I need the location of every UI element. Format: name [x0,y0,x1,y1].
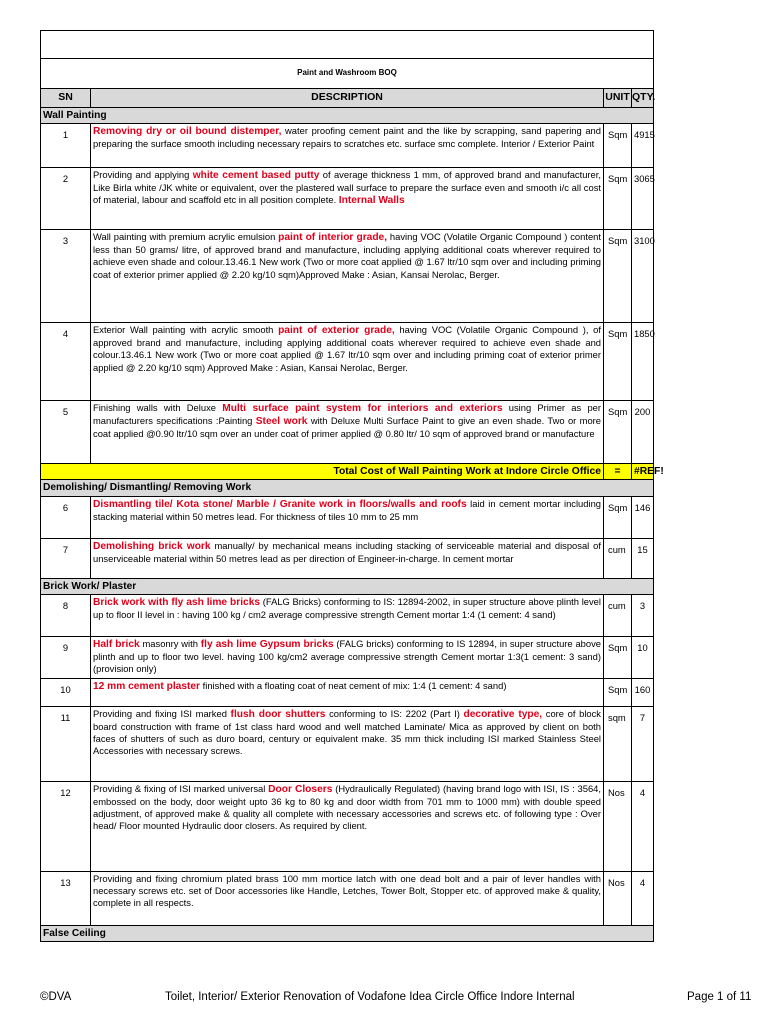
description-text: finished with a floating coat of neat cement of mix: 1:4 (1 cement: 4 sand) [200,679,507,691]
description-text: water proofing cement paint and the like by scrapping, sand papering and preparing the surface smooth including necessary repairs to scratches etc. surface smc complete. Interior / Exterior Paint [93,124,601,150]
row-sn: 7 [41,538,91,578]
row-sn: 8 [41,594,91,636]
highlighted-text: Door Closers [268,783,333,795]
row-unit: Nos [604,781,632,871]
boq-sheet [40,30,664,942]
header-row [41,89,654,108]
brick-work-items [41,594,654,925]
row-description [91,678,604,706]
row-description [91,167,604,229]
row-qty: 1850 [632,322,654,400]
row-unit: Sqm [604,167,632,229]
highlighted-text: white cement based putty [192,169,320,181]
row-unit: Sqm [604,496,632,538]
description-text: Finishing walls with Deluxe [93,401,223,413]
row-sn: 1 [41,123,91,167]
description-text: core of block board construction with frame of 1st class hard wood and well matched Laminate/ Mica as approved by client on both faces of shutters of such as duro board, century or equivalent make. 35 mm thick including ISI marked Stainless Steel Accessories with necessary screws. [93,707,601,757]
table-row [41,538,654,578]
row-qty: 15 [632,538,654,578]
description-text: Providing and fixing chromium plated brass 100 mm mortice latch with one dead bolt and a pair of lever handles with necessary screws etc. set of Door accessories like Handle, Letches, Tower Bolt, Stopper etc. of approved make & quality, complete in all respects. [93,872,601,909]
header-sn: SN [41,89,91,108]
highlighted-text: decorative type, [463,708,543,720]
highlighted-text: Internal Walls [338,195,405,207]
blank-top-row [41,31,654,59]
section-label: Wall Painting [41,107,654,123]
description-text: having VOC (Volatile Organic Compound ), of approved brand and manufacture, including applying additional coats wherever required to achieve even shade and colour.13.46.1 New work (Two or more coat applied @ 1.67 ltr/10 sqm over and including priming coat of exterior primer applied @ 2.20 kg/10 sqm) Approved Make : Asian, Kansai Nerolac, Berger. [93,323,601,373]
row-sn: 5 [41,400,91,463]
row-qty: 4 [632,781,654,871]
table-row [41,706,654,781]
highlighted-text: flush door shutters [230,708,326,720]
table-row [41,636,654,678]
description-text: (FALG Bricks) conforming to IS: 12894-2002, in super structure above plinth level up to floor II level in : having 100 kg / cm2 average compressive strength Cement mortar 1:4 (1 cement: 4 sand) [93,595,601,621]
row-sn: 4 [41,322,91,400]
row-qty: 4 [632,871,654,925]
demolishing-items [41,496,654,578]
footer-page-number: Page 1 of 11 [687,991,752,1003]
document-title: Paint and Washroom BOQ [41,59,654,89]
table-row [41,781,654,871]
description-text: masonry with [139,637,201,649]
table-row [41,123,654,167]
row-sn: 6 [41,496,91,538]
row-qty: 10 [632,636,654,678]
row-qty: 3100 [632,229,654,322]
row-sn: 10 [41,678,91,706]
highlighted-text: Multi surface paint system for interiors and exteriors [222,402,503,414]
table-row [41,594,654,636]
row-unit: Sqm [604,636,632,678]
row-description [91,229,604,322]
highlighted-text: Removing dry or oil bound distemper, [93,125,282,137]
row-unit: Sqm [604,123,632,167]
row-sn: 13 [41,871,91,925]
section-label: False Ceiling [41,925,654,941]
row-description [91,636,604,678]
description-text: Providing and fixing ISI marked [93,707,231,719]
row-sn: 11 [41,706,91,781]
description-text: Exterior Wall painting with acrylic smooth [93,323,279,335]
row-sn: 2 [41,167,91,229]
description-text: Providing & fixing of ISI marked universal [93,782,269,794]
row-unit: cum [604,538,632,578]
highlighted-text: Dismantling tile/ Kota stone/ Marble / Granite work in floors/walls and roofs [93,498,467,510]
total-value: #REF! [632,463,654,479]
row-sn: 12 [41,781,91,871]
highlighted-text: Brick work with fly ash lime bricks [93,596,261,608]
highlighted-text: Demolishing brick work [93,540,211,552]
row-qty: 160 [632,678,654,706]
row-description [91,781,604,871]
total-row [41,463,654,479]
total-label: Total Cost of Wall Painting Work at Indore Circle Office [41,463,604,479]
description-text: having VOC (Volatile Organic Compound ) content less than 50 grams/ litre, of approved brand and manufacture, including applying additional coats wherever required to achieve even shade and colour.13.46.1 New work (Two or more coat applied @ 1.67 ltr/10 sqm over and including priming coat of exterior primer applied @ 2.20 kg/10 sqm)Approved Make : Asian, Kansai Nerolac, Berger. [93,230,601,280]
header-unit: UNIT [604,89,632,108]
section-brick-work [41,578,654,594]
row-unit: cum [604,594,632,636]
header-qty: QTY. [632,89,654,108]
table-row [41,400,654,463]
description-text: Providing and applying [93,168,193,180]
section-wall-painting [41,107,654,123]
total-equals: = [604,463,632,479]
row-description [91,123,604,167]
row-qty: 4915 [632,123,654,167]
row-unit: Sqm [604,229,632,322]
row-qty: 3 [632,594,654,636]
row-description [91,538,604,578]
section-demolishing [41,480,654,496]
description-text: (Hydraulically Regulated) (having brand logo with ISI, IS : 3564, embossed on the body, door weight upto 36 kg to 80 kg and door width from 701 mm to 1000 mm) with double speed adjustment, of approved make & quality all complete with necessary accessories and screws etc. of following type : Over head/ Floor mounted Hydraulic door closers. As required by client. [93,782,601,832]
row-description [91,871,604,925]
highlighted-text: Steel work [255,416,308,428]
row-sn: 9 [41,636,91,678]
footer-project-title: Toilet, Interior/ Exterior Renovation of Vodafone Idea Circle Office Indore Internal [165,991,575,1003]
row-unit: Nos [604,871,632,925]
section-label: Brick Work/ Plaster [41,578,654,594]
highlighted-text: fly ash lime Gypsum bricks [200,638,334,650]
row-description [91,594,604,636]
row-description [91,400,604,463]
row-description [91,496,604,538]
section-false-ceiling [41,925,654,941]
row-qty: 146 [632,496,654,538]
wall-painting-items [41,123,654,463]
description-text: manually/ by mechanical means including stacking of serviceable material and disposal of unserviceable material within 50 metres lead as per direction of Engineer-in-charge. In cement mortar [93,539,601,564]
description-text: with Deluxe Multi Surface Paint to give an even shade. Two or more coat applied @0.90 ltr/10 sqm over an under coat of primer applied @ 0.80 ltr/ 10 sqm of approved brand or manufacture [93,415,602,440]
boq-table [40,30,664,942]
row-unit: Sqm [604,678,632,706]
table-row [41,167,654,229]
footer-copyright: ©DVA [40,991,72,1003]
row-unit: Sqm [604,400,632,463]
row-qty: 3065 [632,167,654,229]
row-qty: 7 [632,706,654,781]
highlighted-text: paint of interior grade, [278,231,388,243]
highlighted-text: paint of exterior grade, [278,324,395,336]
description-text: (FALG bricks) conforming to IS 12894, in super structure above plinth and up to floor two level. having 100 kg/cm2 average compressive strength Cement mortar 1:3(1 cement: 3 sand) (provision only) [93,637,601,675]
table-row [41,322,654,400]
title-row [41,59,654,89]
highlighted-text: 12 mm cement plaster [93,680,201,692]
row-unit: sqm [604,706,632,781]
description-text: of average thickness 1 mm, of approved brand and manufacturer, Like Birla white /JK white or equivalent, over the plastered wall surface to prepare the surface even and smooth i/c all cost of material, labour and scaffold etc in all position complete. [93,168,601,206]
table-row [41,229,654,322]
highlighted-text: Half brick [93,638,140,650]
row-description [91,706,604,781]
description-text: Wall painting with premium acrylic emulsion [93,230,279,242]
table-row [41,496,654,538]
description-text: using Primer as per manufacturers specifications :Painting [93,401,601,427]
header-description: DESCRIPTION [91,89,604,108]
section-label: Demolishing/ Dismantling/ Removing Work [41,480,654,496]
table-row [41,678,654,706]
row-unit: Sqm [604,322,632,400]
description-text: conforming to IS: 2202 (Part I) [325,707,464,719]
row-sn: 3 [41,229,91,322]
description-text: laid in cement mortar including stacking material within 50 metres lead. For thickness of tiles 10 mm to 25 mm [93,497,601,522]
row-description [91,322,604,400]
row-qty: 200 [632,400,654,463]
table-row [41,871,654,925]
